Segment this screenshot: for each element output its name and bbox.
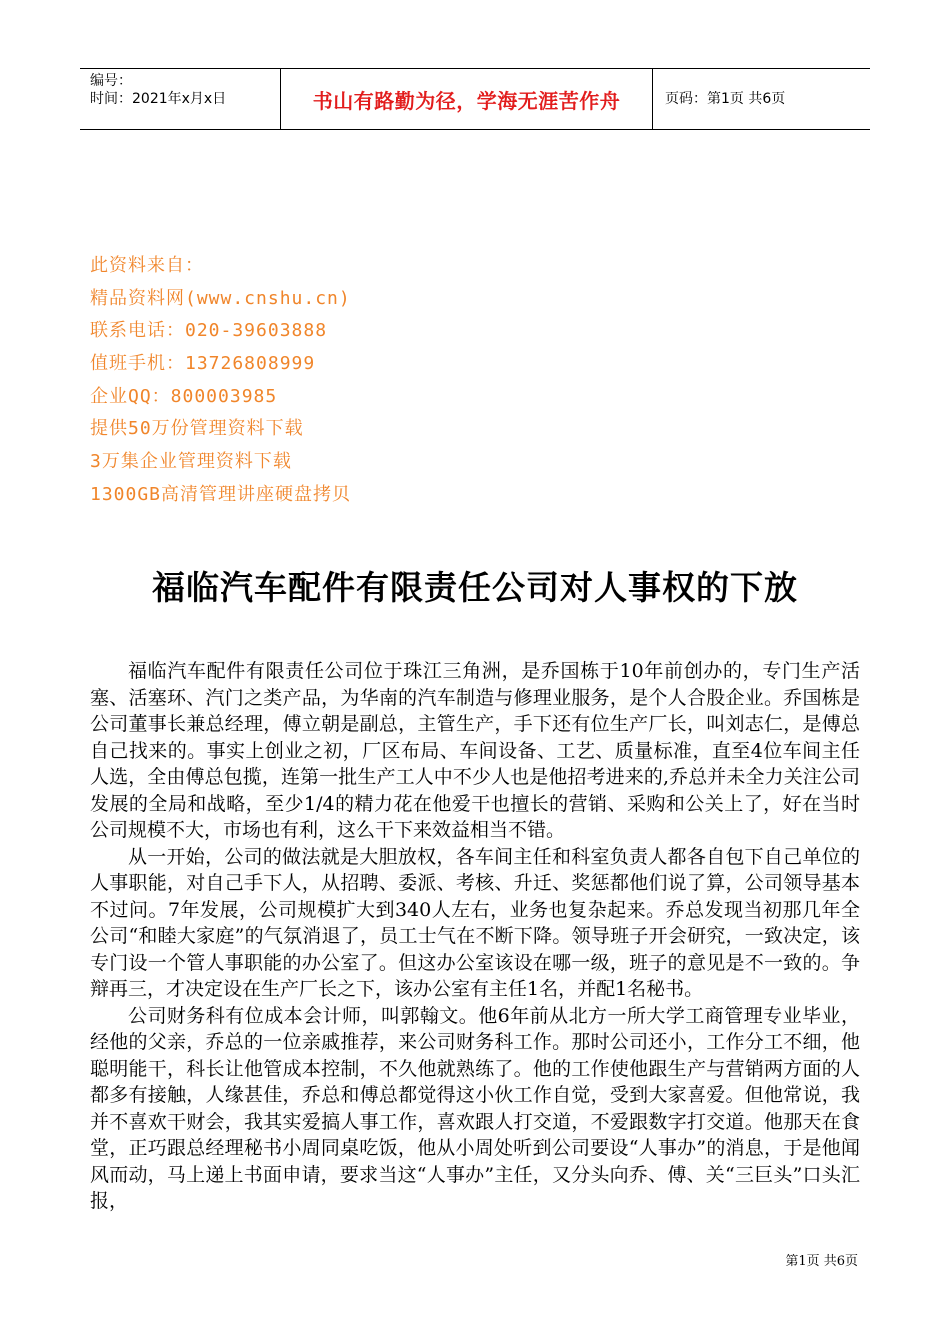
document-code: 编号： <box>90 73 132 89</box>
body-paragraph: 福临汽车配件有限责任公司位于珠江三角洲，是乔国栋于10年前创办的，专门生产活塞、活塞环、汽门之类产品，为华南的汽车制造与修理业服务，是个人合股企业。乔国栋是公司董事长兼总经理，傅立朝是副总，主管生产，手下还有位生产厂长，叫刘志仁，是傅总自己找来的。事实上创业之初，厂区布局、车间设备、工艺、质量标准，直至4位车间主任人选，全由傅总包揽，连第一批生产工人中不少人也是他招考进来的,乔总并未全力关注公司发展的全局和战略，至少1/4的精力花在他爱干也擅长的营销、采购和公关上了，好在当时公司规模不大，市场也有利，这么干下来效益相当不错。 <box>90 660 860 841</box>
source-line: 提供50万份管理资料下载 <box>90 418 304 440</box>
source-line: 企业QQ：800003985 <box>90 385 278 407</box>
header-motto: 书山有路勤为径，学海无涯苦作舟 <box>312 88 621 113</box>
source-line: 精品资料网(www.cnshu.cn) <box>90 287 351 309</box>
source-line: 此资料来自： <box>90 255 204 276</box>
document-time: 时间：2021年x月x日 <box>90 91 227 107</box>
document-body <box>90 658 860 1215</box>
source-line: 3万集企业管理资料下载 <box>90 451 292 473</box>
page-footer: 第1页 共6页 <box>785 1254 858 1269</box>
source-line: 值班手机：13726808999 <box>90 353 316 375</box>
source-line: 联系电话：020-39603888 <box>90 320 328 342</box>
header-page-info: 页码：第1页 共6页 <box>665 91 786 107</box>
page-header <box>80 68 870 130</box>
document-title: 福临汽车配件有限责任公司对人事权的下放 <box>152 568 798 607</box>
header-meta <box>80 69 281 129</box>
source-line: 1300GB高清管理讲座硬盘拷贝 <box>90 483 352 505</box>
body-paragraph: 公司财务科有位成本会计师，叫郭翰文。他6年前从北方一所大学工商管理专业毕业，经他的父亲，乔总的一位亲戚推荐，来公司财务科工作。那时公司还小，工作分工不细，他聪明能干，科长让他管成本控制，不久他就熟练了。他的工作使他跟生产与营销两方面的人都多有接触，人缘甚佳，乔总和傅总都觉得这小伙工作自觉，受到大家喜爱。但他常说，我并不喜欢干财会，我其实爱搞人事工作，喜欢跟人打交道，不爱跟数字打交道。他那天在食堂，正巧跟总经理秘书小周同桌吃饭，他从小周处听到公司要设“人事办”的消息，于是他闻风而动，马上递上书面申请，要求当这“人事办”主任，又分头向乔、傅、关“三巨头”口头汇报， <box>90 1004 860 1212</box>
header-page-cell <box>653 69 870 129</box>
body-paragraph: 从一开始，公司的做法就是大胆放权，各车间主任和科室负责人都各自包下自己单位的人事职能，对自己手下人，从招聘、委派、考核、升迁、奖惩都他们说了算，公司领导基本不过问。7年发展，公司规模扩大到340人左右，业务也复杂起来。乔总发现当初那几年全公司“和睦大家庭”的气氛消退了，员工士气在不断下降。领导班子开会研究，一致决定，该专门设一个管人事职能的办公室了。但这办公室该设在哪一级，班子的意见是不一致的。争辩再三，才决定设在生产厂长之下，该办公室有主任1名，并配1名秘书。 <box>90 845 860 1000</box>
header-motto-cell <box>281 69 653 129</box>
source-info-block <box>90 250 690 512</box>
